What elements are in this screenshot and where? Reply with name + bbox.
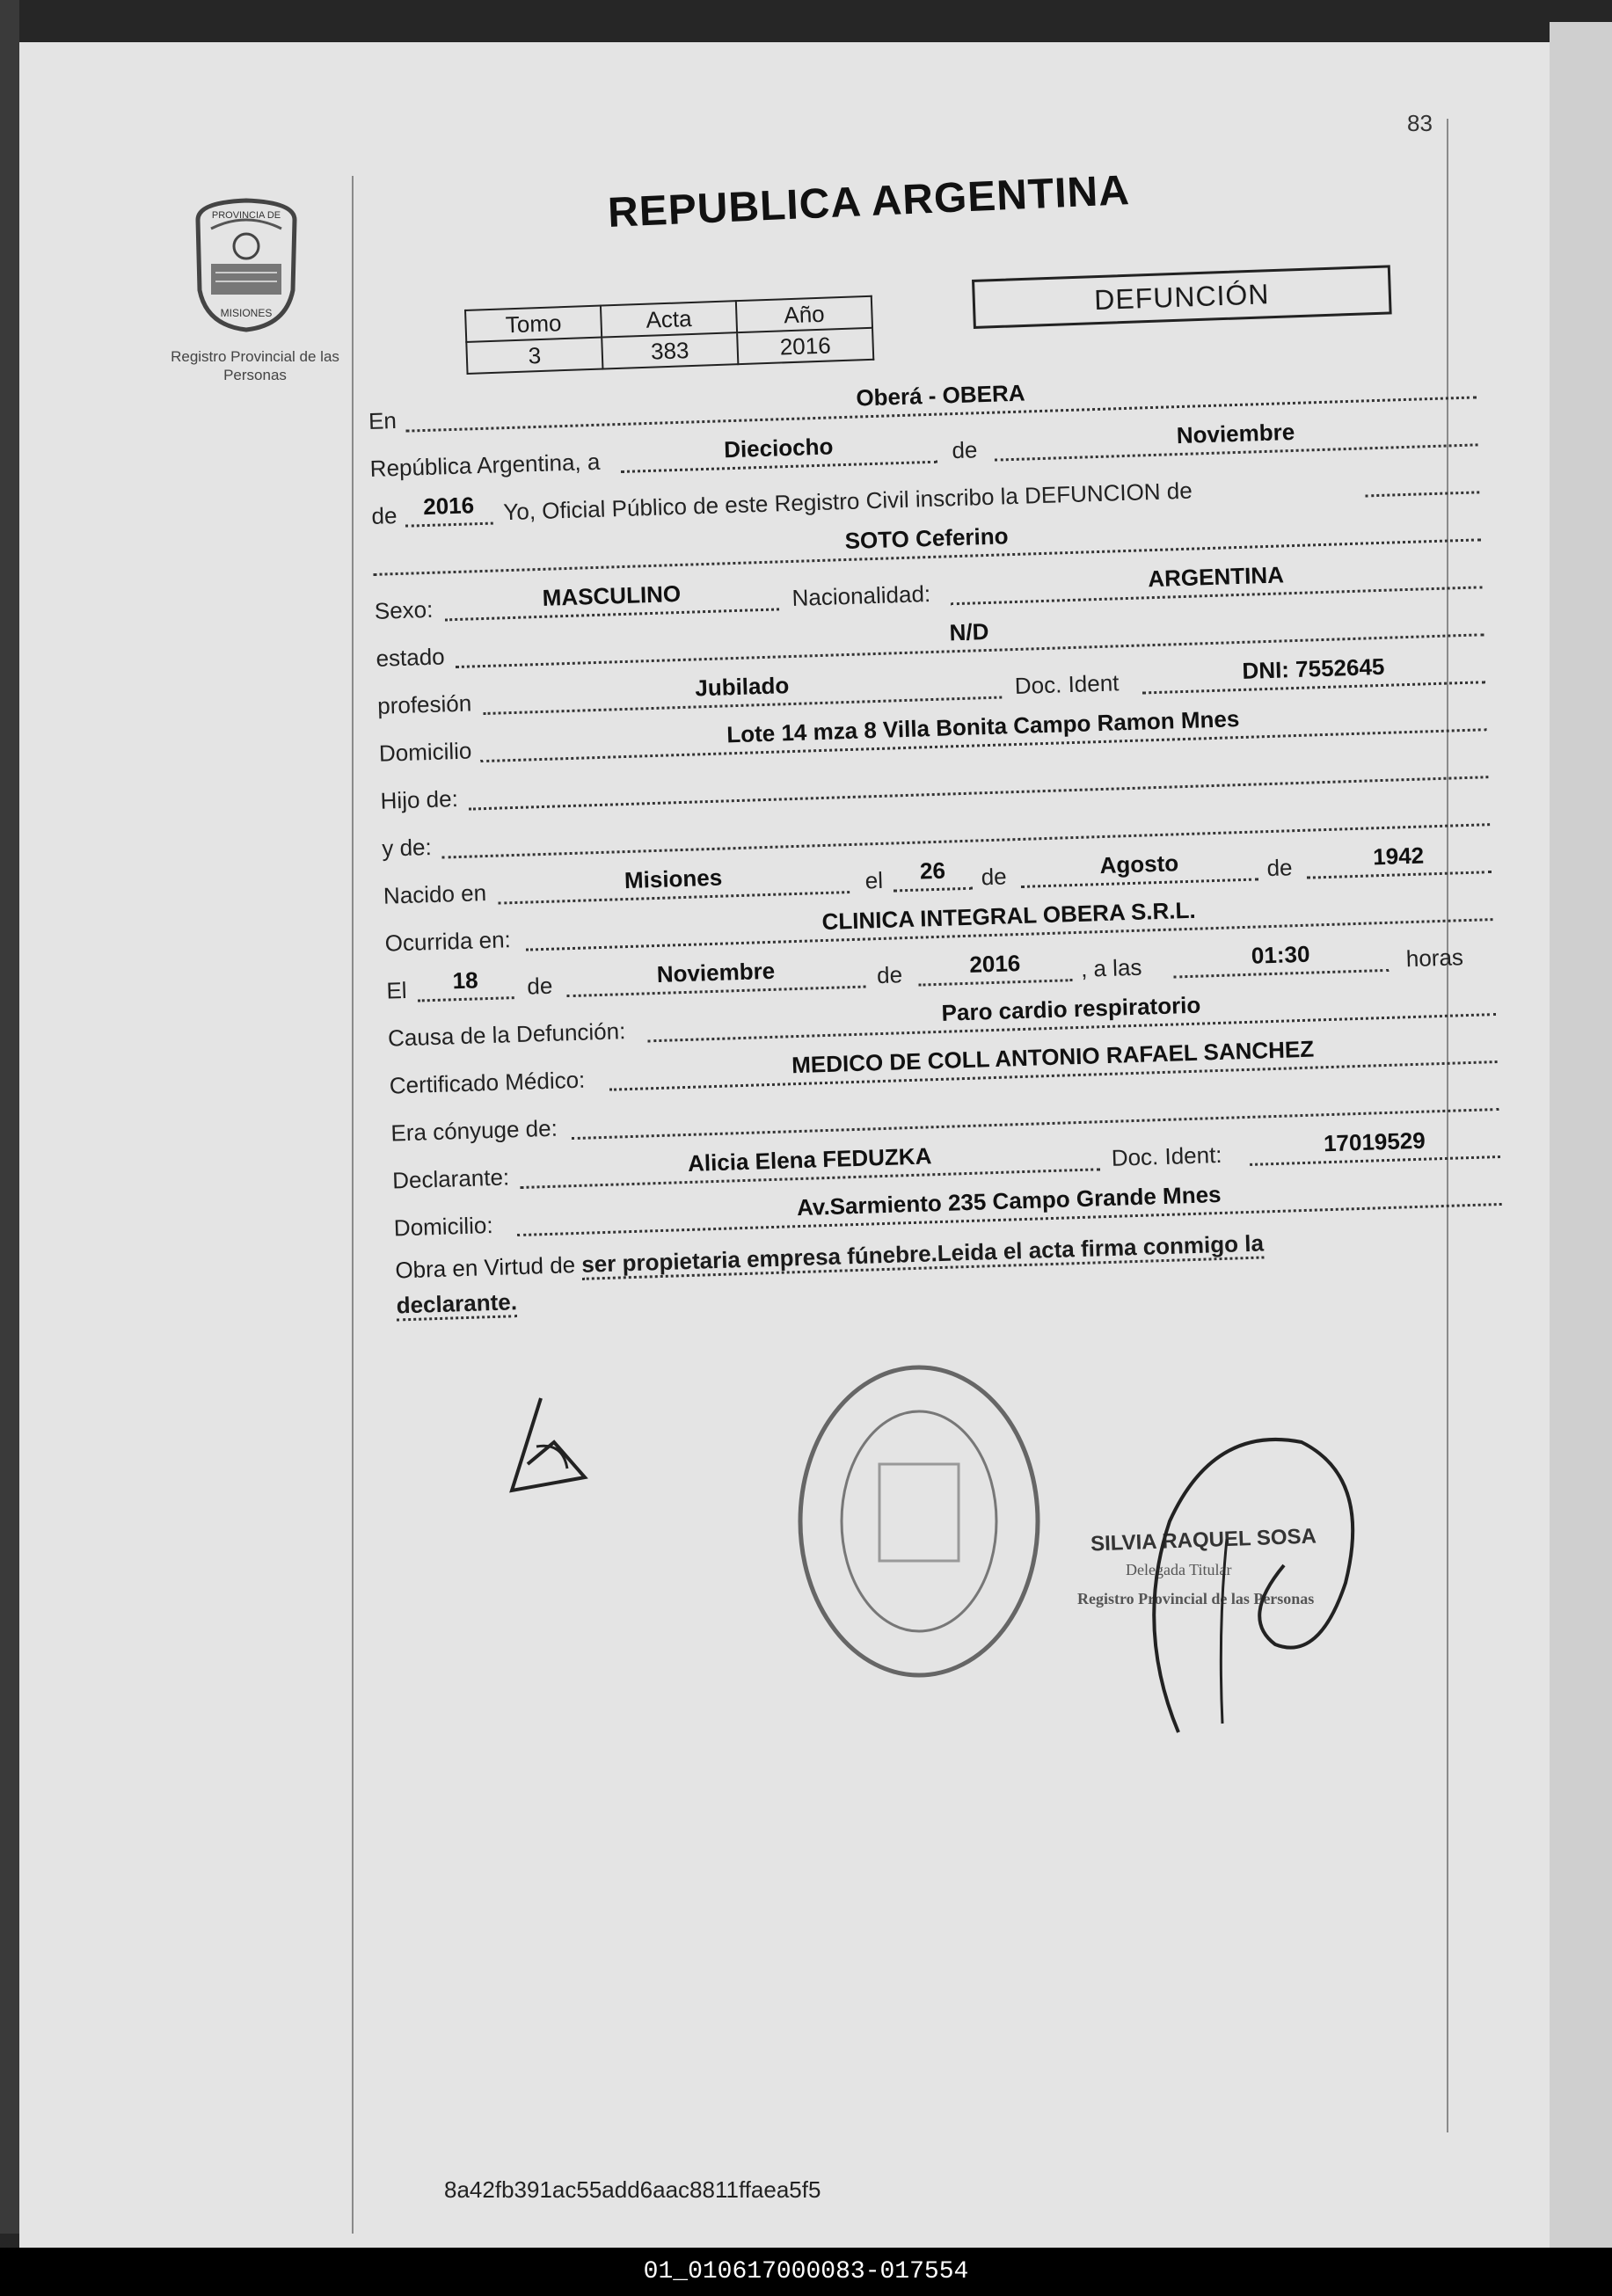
sexo-label: Sexo: (374, 595, 434, 624)
causa-value: Paro cardio respiratorio (941, 991, 1201, 1026)
ocurrida-value: CLINICA INTEGRAL OBERA S.R.L. (821, 896, 1197, 936)
crest-top-text: PROVINCIA DE (211, 210, 281, 221)
record-type-box: DEFUNCIÓN (972, 265, 1392, 329)
birth-place-value: Misiones (624, 864, 723, 894)
horas-label: horas (1405, 944, 1464, 973)
declarante-label: Declarante: (391, 1163, 510, 1194)
nacionalidad-label: Nacionalidad: (791, 580, 931, 611)
anio-header: Año (736, 296, 872, 332)
province-crest-icon (180, 193, 312, 334)
hijo-de-label: Hijo de: (380, 785, 459, 814)
birth-day-value: 26 (919, 856, 946, 885)
estado-label: estado (376, 643, 446, 672)
birth-year-value: 1942 (1372, 842, 1425, 871)
death-record-form (368, 356, 1505, 1323)
declarante-doc-value: 17019529 (1323, 1126, 1426, 1157)
anio-value: 2016 (737, 328, 873, 364)
domicilio2-label: Domicilio: (393, 1211, 494, 1242)
year-value: 2016 (422, 492, 475, 521)
official-seal-icon (791, 1359, 1047, 1684)
registry-label: Registro Provincial de las Personas (171, 348, 339, 383)
ocurrida-label: Ocurrida en: (384, 926, 512, 957)
nacido-label: Nacido en (383, 879, 487, 909)
deceased-name: SOTO Ceferino (844, 522, 1009, 555)
officer-text: Yo, Oficial Público de este Registro Civil inscribo la DEFUNCION de (502, 477, 1193, 526)
death-day-value: 18 (452, 966, 479, 995)
causa-label: Causa de la Defunción: (387, 1017, 626, 1052)
year-prefix-label: de (370, 502, 398, 529)
death-month-value: Noviembre (656, 957, 776, 988)
acta-header: Acta (601, 301, 737, 337)
profesion-label: profesión (376, 689, 472, 719)
declarant-signature-icon (501, 1394, 598, 1499)
declarante-domicilio-value: Av.Sarmiento 235 Campo Grande Mnes (796, 1180, 1222, 1221)
obra-text-2: declarante. (396, 1288, 517, 1321)
declarante-value: Alicia Elena FEDUZKA (687, 1142, 932, 1177)
left-margin-line (352, 176, 354, 2234)
tomo-header: Tomo (465, 306, 602, 342)
death-de-label-2: de (876, 961, 903, 989)
adjacent-page (1550, 22, 1612, 2256)
official-name: SILVIA RAQUEL SOSA (1090, 1524, 1317, 1556)
birth-de-label-1: de (981, 863, 1008, 891)
scan-edge (0, 0, 19, 2234)
official-registry: Registro Provincial de las Personas (1077, 1590, 1315, 1607)
republica-label: República Argentina, a (369, 448, 601, 482)
footer-id-strip: 01_010617000083-017554 (0, 2248, 1612, 2296)
obra-label: Obra en Virtud de (394, 1251, 576, 1284)
death-de-label-1: de (526, 972, 553, 1000)
el-label: el (864, 866, 884, 894)
estado-value: N/D (949, 617, 989, 646)
domicilio-label: Domicilio (378, 737, 472, 767)
certificado-label: Certificado Médico: (389, 1066, 586, 1099)
doc-ident-value: DNI: 7552645 (1242, 652, 1385, 684)
profesion-value: Jubilado (694, 672, 790, 702)
y-de-label: y de: (381, 833, 433, 862)
nacionalidad-value: ARGENTINA (1147, 561, 1285, 593)
doc-ident-label: Doc. Ident (1014, 669, 1120, 700)
official-signature-icon (1117, 1407, 1381, 1741)
domicilio-value: Lote 14 mza 8 Villa Bonita Campo Ramon Mnes (726, 705, 1240, 748)
official-role: Delegada Titular (1126, 1561, 1232, 1578)
document-hash: 8a42fb391ac55add6aac8811ffaea5f5 (444, 2176, 821, 2203)
sexo-value: MASCULINO (542, 579, 682, 611)
page-number: 83 (1407, 110, 1433, 136)
obra-text: ser propietaria empresa fúnebre.Leida el acta firma conmigo la (581, 1229, 1265, 1279)
place-value: Oberá - OBERA (855, 379, 1025, 412)
certificado-value: MEDICO DE COLL ANTONIO RAFAEL SANCHEZ (791, 1035, 1315, 1079)
death-time-value: 01:30 (1251, 940, 1310, 969)
a-las-label: , a las (1080, 953, 1142, 982)
tomo-value: 3 (466, 338, 602, 374)
crest-bottom-text: MISIONES (220, 307, 273, 319)
de-label: de (951, 436, 978, 464)
birth-de-label-2: de (1266, 854, 1293, 882)
el2-label: El (385, 976, 408, 1004)
acta-value: 383 (602, 332, 738, 368)
en-label: En (368, 406, 398, 434)
doc2-label: Doc. Ident: (1111, 1141, 1222, 1171)
death-year-value: 2016 (968, 950, 1021, 978)
conyuge-label: Era cónyuge de: (390, 1114, 558, 1147)
month-value: Noviembre (1176, 418, 1295, 449)
document-title: REPUBLICA ARGENTINA (607, 167, 1131, 237)
birth-month-value: Agosto (1099, 849, 1179, 879)
day-value: Dieciocho (723, 433, 834, 463)
